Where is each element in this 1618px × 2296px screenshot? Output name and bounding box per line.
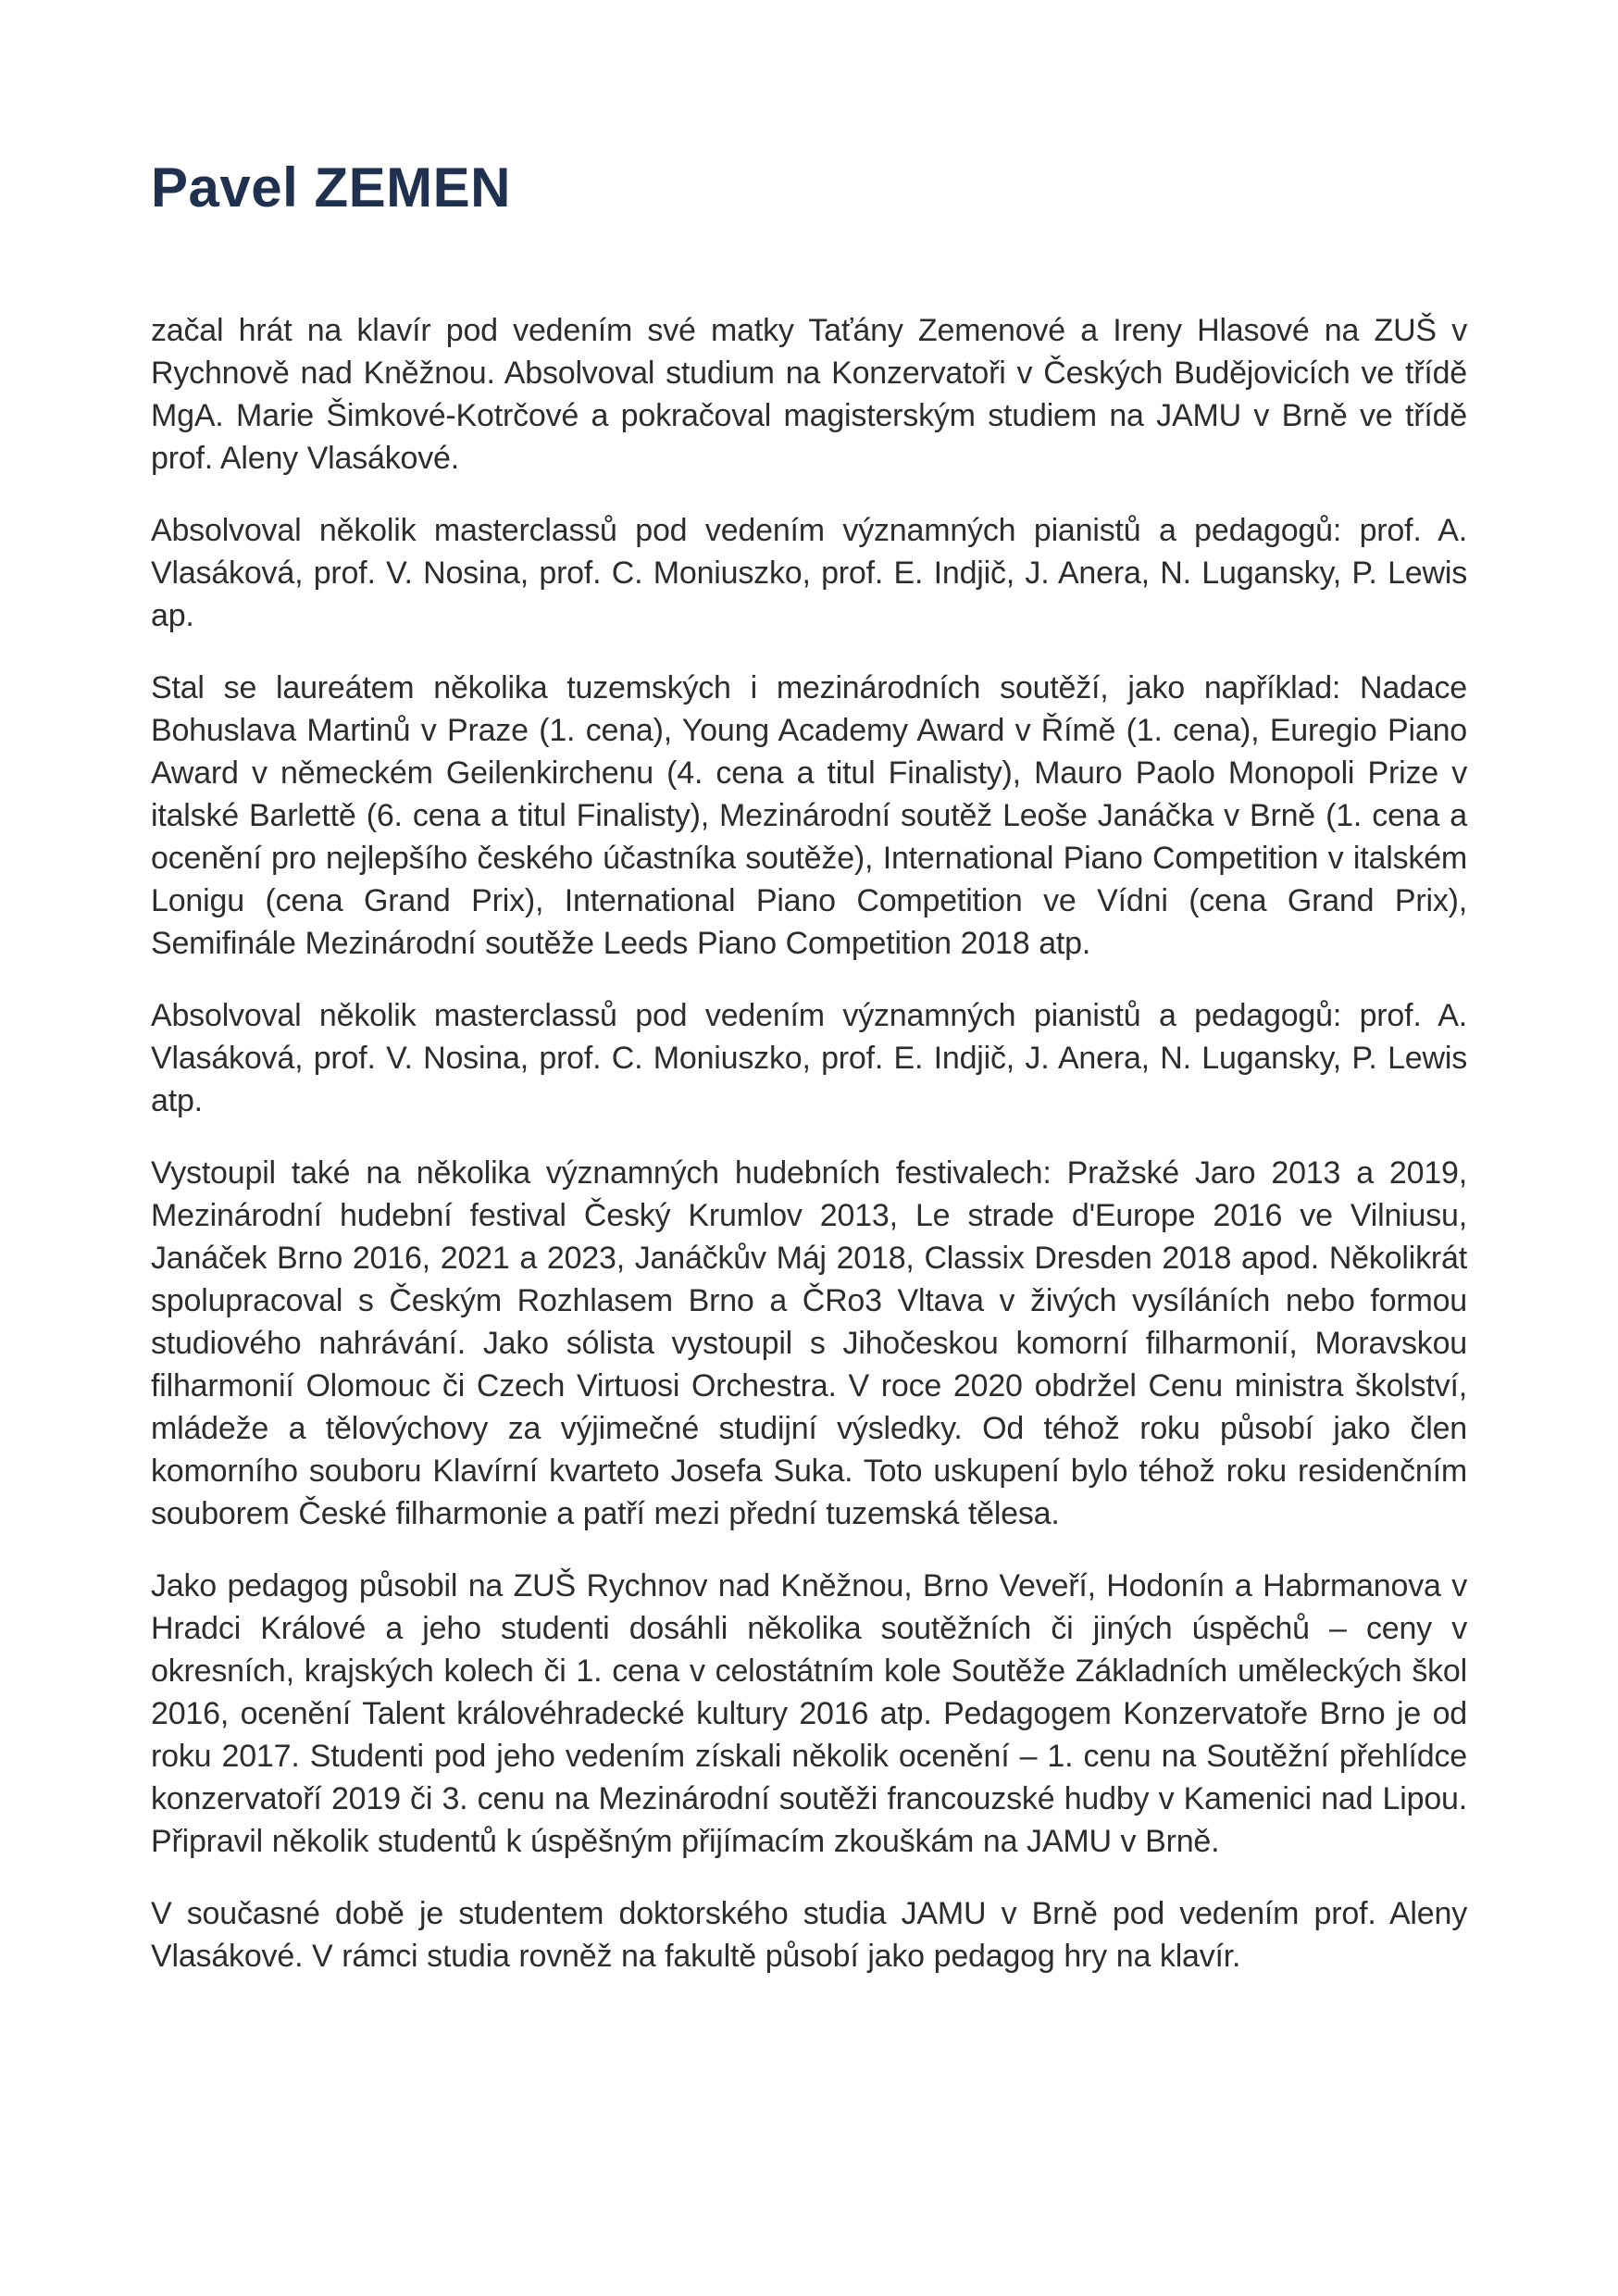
bio-paragraph-pedagogy: Jako pedagog působil na ZUŠ Rychnov nad Kněžnou, Brno Veveří, Hodonín a Habrmanova v Hradci Králové a jeho studenti dosáhli několika soutěžních či jiných úspěchů – ceny v okresních, krajských kolech či 1. cena v celostátním kole Soutěže Základních uměleckých škol 2016, ocenění Talent královéhradecké kultury 2016 atp. Pedagogem Konzervatoře Brno je od roku 2017. Studenti pod jeho vedením získali několik ocenění – 1. cenu na Soutěžní přehlídce konzervatoří 2019 či 3. cenu na Mezinárodní soutěži francouzské hudby v Kamenici nad Lipou. Připravil několik studentů k úspěšným přijímacím zkouškám na JAMU v Brně. — [151, 1568, 1467, 1859]
bio-paragraph-competitions: Stal se laureátem několika tuzemských i mezinárodních soutěží, jako například: Nadace Bohuslava Martinů v Praze (1. cena), Young Academy Award v Římě (1. cena), Euregio Piano Award v německém Geilenkirchenu (4. cena a titul Finalisty), Mauro Paolo Monopoli Prize v italské Barlettě (6. cena a titul Finalisty), Mezinárodní soutěž Leoše Janáčka v Brně (1. cena a ocenění pro nejlepšího českého účastníka soutěže), International Piano Competition v italském Lonigu (cena Grand Prix), International Piano Competition ve Vídni (cena Grand Prix), Semifinále Mezinárodní soutěže Leeds Piano Competition 2018 atp. — [151, 670, 1467, 961]
bio-paragraph-masterclasses-repeat: Absolvoval několik masterclassů pod vedením významných pianistů a pedagogů: prof. A. Vlasáková, prof. V. Nosina, prof. C. Moniuszko, prof. E. Indjič, J. Anera, N. Lugansky, P. Lewis atp. — [151, 998, 1467, 1118]
bio-paragraph-current: V současné době je studentem doktorského studia JAMU v Brně pod vedením prof. Aleny Vlasákové. V rámci studia rovněž na fakultě působí jako pedagog hry na klavír. — [151, 1896, 1467, 1974]
bio-paragraph-intro: začal hrát na klavír pod vedením své matky Taťány Zemenové a Ireny Hlasové na ZUŠ v Rychnově nad Kněžnou. Absolvoval studium na Konzervatoři v Českých Budějovicích ve třídě MgA. Marie Šimkové-Kotrčové a pokračoval magisterským studiem na JAMU v Brně ve třídě prof. Aleny Vlasákové. — [151, 313, 1467, 476]
page-title: Pavel ZEMEN — [151, 156, 511, 218]
bio-paragraph-festivals: Vystoupil také na několika významných hudebních festivalech: Pražské Jaro 2013 a 2019, Mezinárodní hudební festival Český Krumlov 2013, Le strade d'Europe 2016 ve Vilniusu, Janáček Brno 2016, 2021 a 2023, Janáčkův Máj 2018, Classix Dresden 2018 apod. Několikrát spolupracoval s Českým Rozhlasem Brno a ČRo3 Vltava v živých vysíláních nebo formou studiového nahrávání. Jako sólista vystoupil s Jihočeskou komorní filharmonií, Moravskou filharmonií Olomouc či Czech Virtuosi Orchestra. V roce 2020 obdržel Cenu ministra školství, mládeže a tělovýchovy za výjimečné studijní výsledky. Od téhož roku působí jako člen komorního souboru Klavírní kvarteto Josefa Suka. Toto uskupení bylo téhož roku residenčním souborem České filharmonie a patří mezi přední tuzemská tělesa. — [151, 1155, 1467, 1531]
biography-text — [151, 309, 1467, 1978]
bio-paragraph-masterclasses: Absolvoval několik masterclassů pod vedením významných pianistů a pedagogů: prof. A. Vlasáková, prof. V. Nosina, prof. C. Moniuszko, prof. E. Indjič, J. Anera, N. Lugansky, P. Lewis ap. — [151, 513, 1467, 633]
